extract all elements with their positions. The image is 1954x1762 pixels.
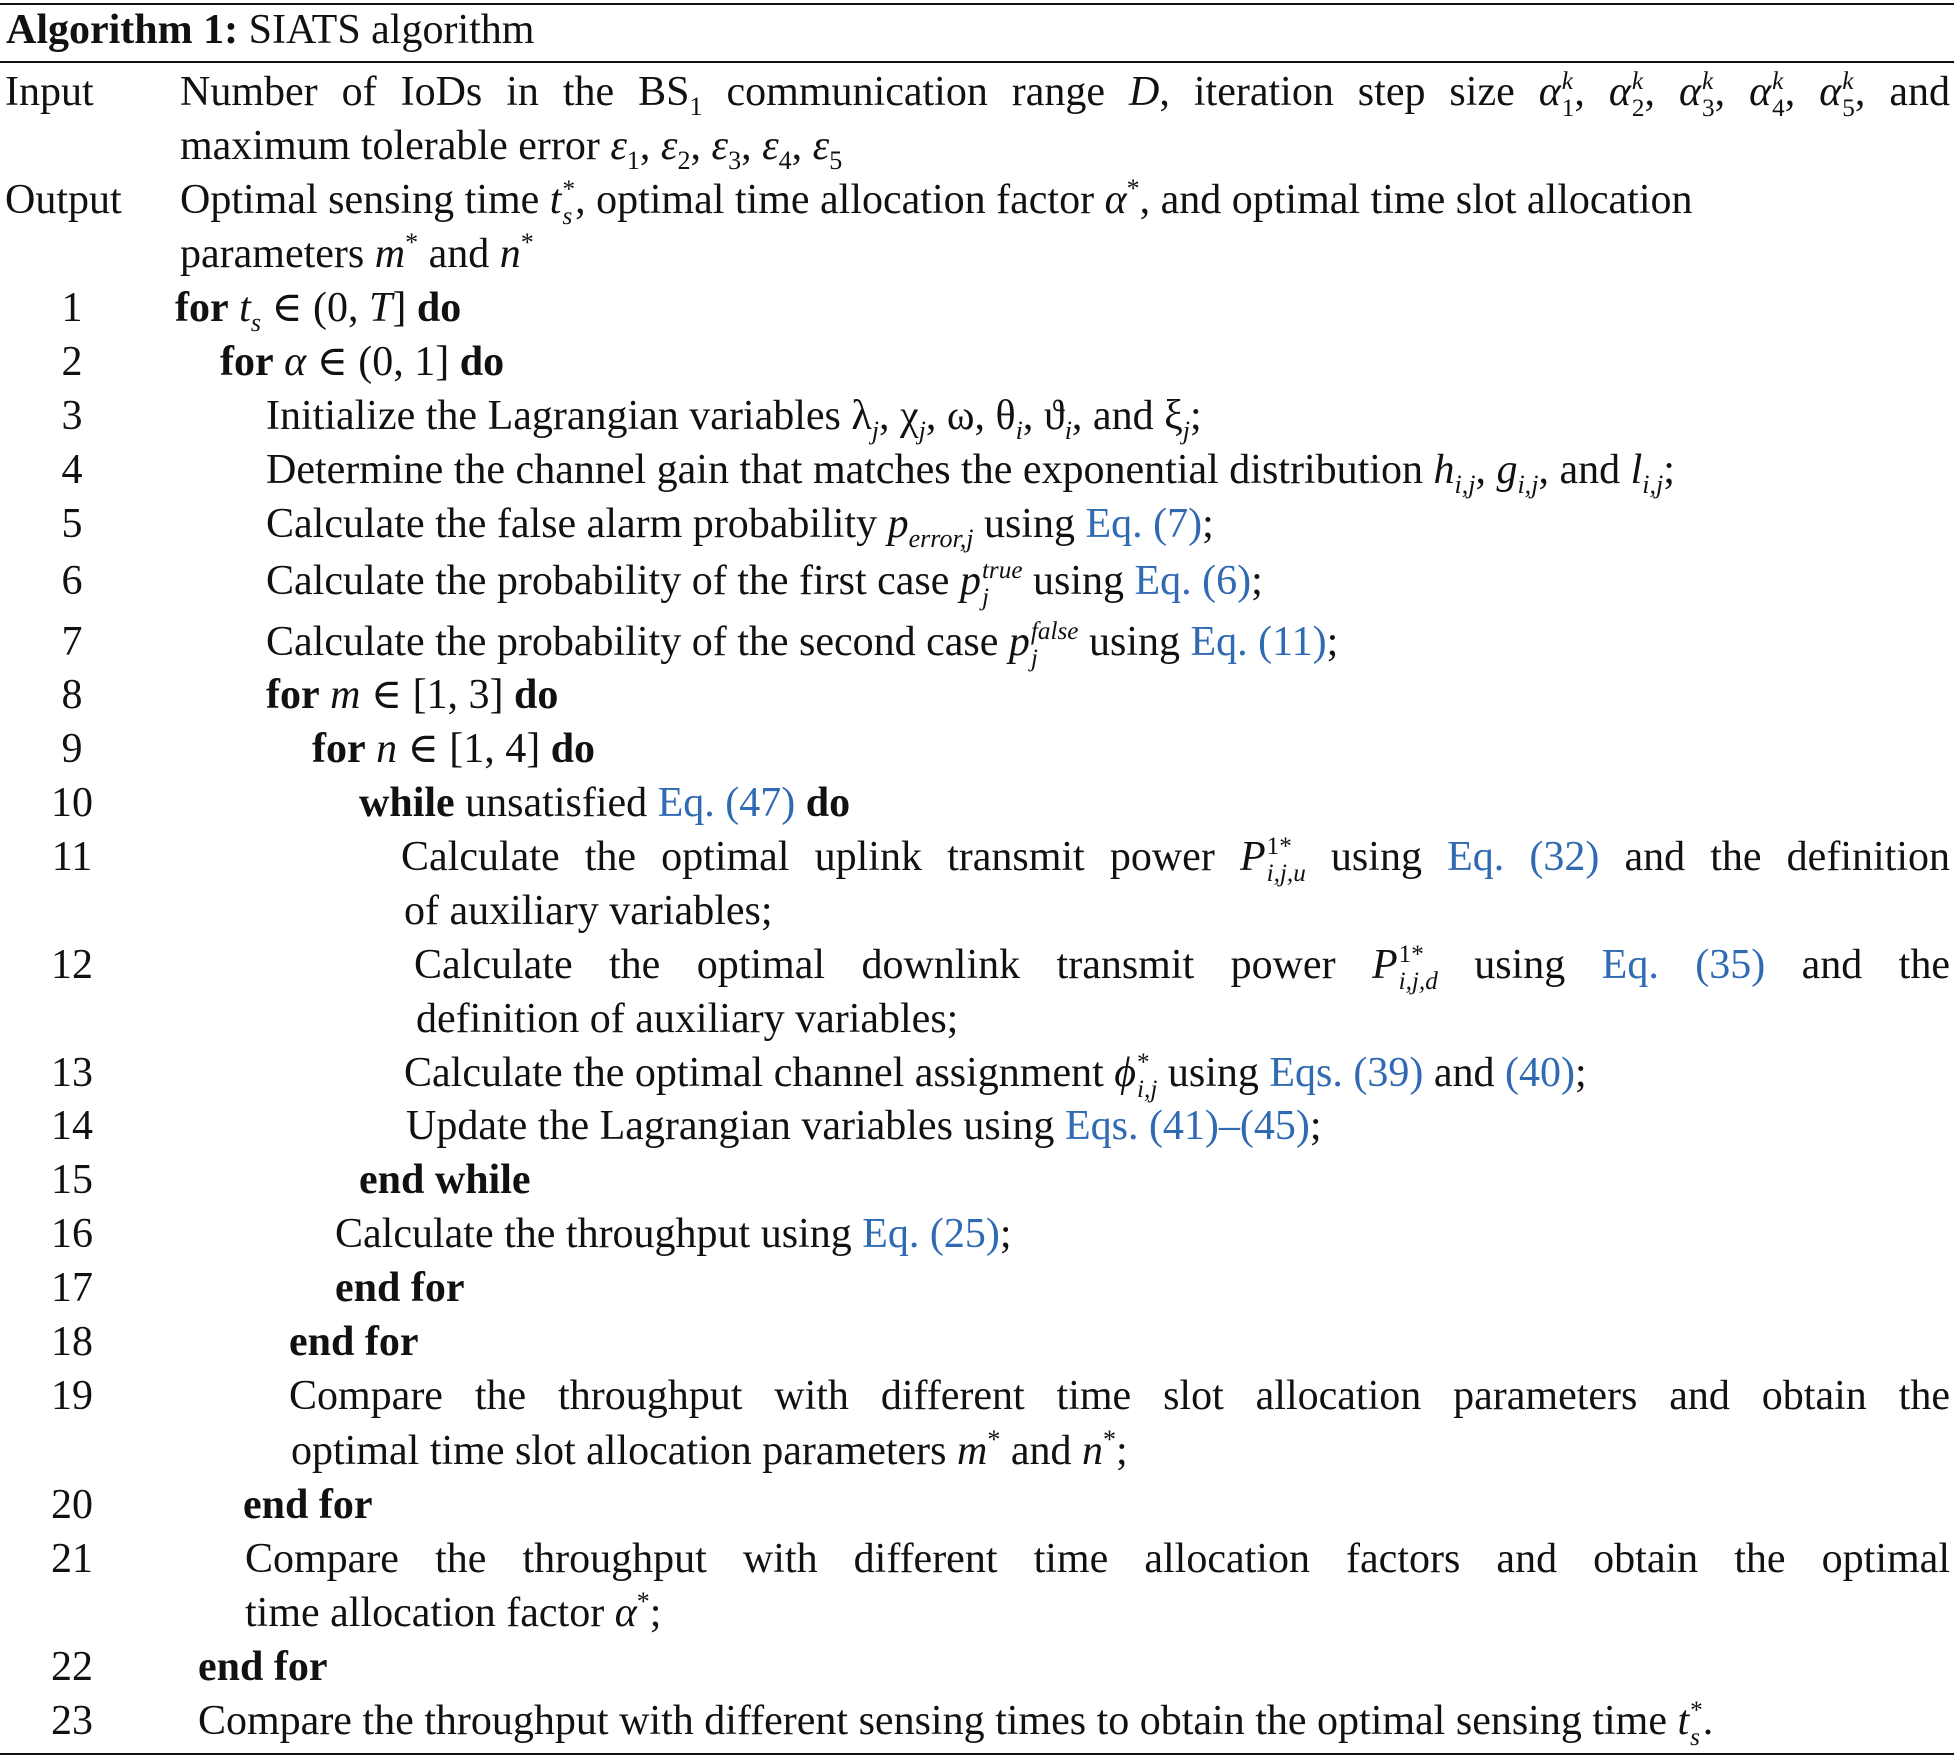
subscript: 2 [677,145,691,175]
step-text [406,1099,1322,1153]
step-19 [0,1369,1954,1423]
subscript: i,j [1137,1075,1158,1103]
line-number: 8 [61,672,83,718]
step-19-cont [0,1424,1954,1478]
equation-link[interactable]: Eqs. (41)–(45) [1064,1103,1310,1149]
var-m: m [330,672,361,718]
var-P: P [1239,834,1266,880]
step-12 [0,938,1954,995]
step-text: ; [999,1211,1012,1257]
equation-link[interactable]: Eq. (47) [657,780,796,826]
superscript: * [405,227,419,257]
line-number: 19 [51,1373,93,1419]
step-text: ∈ (0, 1] [306,339,460,385]
superscript: k [1561,68,1573,96]
superscript: k [1842,68,1854,96]
line-number: 17 [51,1265,93,1311]
step-text [414,938,1950,995]
subscript: i,j [1642,469,1664,499]
step-21-cont [0,1586,1954,1640]
step-text: using [973,501,1086,547]
keyword: while [359,780,455,826]
subscript: i,j,u [1266,859,1306,887]
step-16 [0,1207,1954,1261]
superscript: * [987,1424,1001,1454]
var-p: p [887,501,909,547]
var-t: t [1677,1698,1690,1744]
line-number: 4 [61,447,83,493]
error-var: ε [610,123,627,169]
step-text [266,389,1202,443]
superscript: * [520,227,534,257]
keyword: for [312,726,366,772]
subscript: 3 [728,145,742,175]
keyword: for [266,672,320,718]
subscript: i,j [1517,469,1539,499]
superscript: * [636,1586,650,1616]
subscript: j [981,583,989,611]
step-18 [0,1315,1954,1369]
keyword: end while [359,1157,531,1203]
step-text: , and ξ [1071,393,1183,439]
step-text: Compare the throughput with different time slot allocation parameters and obtain the [289,1373,1950,1419]
output-text: , and optimal time slot allocation [1139,177,1693,223]
superscript: false [1030,618,1079,646]
output-text: , optimal time allocation factor [575,177,1105,223]
step-15 [0,1153,1954,1207]
step-23 [0,1694,1954,1751]
step-text: definition of auxiliary variables; [416,996,959,1042]
superscript: * [562,176,576,204]
step-text: using [1078,619,1191,665]
step-text: using [1022,558,1135,604]
superscript: * [1126,173,1140,203]
step-14 [0,1099,1954,1153]
var-l: l [1630,447,1643,493]
input-text: , iteration step size [1159,69,1539,115]
var-n: n [1082,1428,1103,1474]
subscript: 5 [829,145,843,175]
output-text: and [418,231,500,277]
superscript: k [1772,68,1784,96]
var-g: g [1496,447,1518,493]
superscript: 1* [1266,833,1292,861]
output-text-2 [180,227,534,281]
line-number: 16 [51,1211,93,1257]
step-text: time allocation factor [245,1590,615,1636]
superscript: * [1690,1697,1703,1725]
algorithm-header [0,3,1954,57]
step-text: , and [1538,447,1631,493]
line-number: 1 [61,285,83,331]
line-number: 10 [51,780,93,826]
step-9 [0,722,1954,776]
subscript: j [871,415,879,445]
error-var: ε [660,123,678,169]
step-text: and the [1765,942,1950,988]
keyword: do [459,339,505,385]
subscript: 4 [1772,94,1785,122]
step-22 [0,1640,1954,1694]
step-text: ; [1574,1050,1587,1096]
keyword: do [416,285,462,331]
step-17 [0,1261,1954,1315]
line-number: 15 [51,1157,93,1203]
step-11 [0,830,1954,887]
superscript: true [981,557,1023,585]
step-text [359,776,850,830]
step-text [266,615,1338,672]
superscript: k [1631,68,1644,96]
step-10 [0,776,1954,830]
subscript: i,j [1454,469,1476,499]
step-text: using [1437,942,1602,988]
output-label: Output [5,177,122,223]
input-text-1: Number of IoDs in the $BS_1$ communication range D, iteration step size α k 1 , α k 2 , α k 3 , α k 4 , α k 5 , and [180,68,1950,122]
keyword: for [175,285,229,331]
line-number: 3 [61,393,83,439]
algorithm-title-line [6,3,534,57]
keyword: for [220,339,274,385]
var-m: m [956,1428,988,1474]
step-text: ] [392,285,417,331]
step-size-var: α [1538,69,1561,115]
step-size-var: α [1749,69,1772,115]
superscript: * [1103,1424,1117,1454]
keyword: do [805,780,851,826]
line-number: 11 [51,834,93,880]
subscript: i [1064,415,1072,445]
step-text: of auxiliary variables; [404,888,773,934]
var-phi: ϕ [1114,1050,1137,1096]
var-p: p [959,558,981,604]
var-n: n [376,726,398,772]
error-var: ε [711,123,729,169]
step-text: Update the Lagrangian variables using [406,1103,1065,1149]
subscript: 1 [626,145,640,175]
output-text: Optimal sensing time [180,177,550,223]
step-text: Calculate the optimal channel assignment [404,1050,1115,1096]
step-text [266,668,558,722]
step-20 [0,1478,1954,1532]
step-text: Calculate the probability of the first case [266,558,960,604]
step-13 [0,1046,1954,1103]
line-number: 6 [61,558,83,604]
line-number: 12 [51,942,93,988]
input-label: Input [5,69,94,115]
line-number: 23 [51,1698,93,1744]
step-size-var: α [1608,69,1631,115]
keyword: end for [335,1265,465,1311]
step-text: ; [1116,1428,1128,1474]
step-text: using [1305,834,1448,880]
step-text: ; [1309,1103,1322,1149]
subscript: j [918,415,926,445]
subscript: s [1690,1723,1700,1751]
step-text: unsatisfied [454,780,658,826]
step-text: ; [1663,447,1675,493]
line-number: 2 [61,339,83,385]
step-text: Calculate the false alarm probability [266,501,888,547]
input-text: Number of IoDs in the BS [180,69,690,115]
var-t: t [549,177,562,223]
step-7 [0,615,1954,672]
step-text [404,1046,1587,1103]
keyword: end for [289,1319,419,1365]
var-alpha: α [614,1590,637,1636]
step-text: Calculate the probability of the second case [266,619,1009,665]
equation-link[interactable]: Eq. (25) [862,1211,1000,1257]
step-text: Determine the channel gain that matches the exponential distribution $h_{i,j}$, $g_{i,j}$, and $l_{i,j}$; [266,447,1675,499]
equation-link[interactable]: Eq. (35) [1601,942,1766,988]
var-D: D [1129,69,1160,115]
step-text: , ω, θ [925,393,1016,439]
output-text-1 [180,173,1693,230]
step-text: and [1000,1428,1082,1474]
step-text [291,1424,1128,1478]
subscript: j [1030,644,1038,672]
line-number: 5 [61,501,83,547]
step-text: and [1423,1050,1505,1096]
subscript: s [562,202,573,230]
step-21 [0,1532,1954,1586]
superscript: 1* [1398,941,1424,969]
step-text [245,1586,661,1640]
var-P: P [1371,942,1398,988]
subscript: i,j,d [1398,967,1438,995]
var-alpha: α [1104,177,1127,223]
input-text: communication range [702,69,1130,115]
superscript: * [1137,1049,1150,1077]
var-m: m [374,231,406,277]
step-text: Compare the throughput with different time allocation factors and obtain the optimal [245,1536,1950,1582]
step-text [198,1694,1713,1751]
step-text: ; [1202,501,1214,547]
step-text: ∈ [1, 3] [360,672,515,718]
subscript: 5 [1842,94,1855,122]
step-text: ∈ (0, [260,285,370,331]
line-number: 14 [51,1103,93,1149]
line-number: 22 [51,1644,93,1690]
step-text: Determine the channel gain that matches the exponential distribution [266,447,1434,493]
equation-link[interactable]: Eq. (7) [1085,501,1203,547]
step-text [220,335,504,389]
var-t: t [239,285,251,331]
step-6 [0,554,1954,611]
subscript: j [1182,415,1191,445]
equation-link[interactable]: Eqs. (39) [1269,1050,1424,1096]
step-text: Initialize the Lagrangian variables λ [266,393,872,439]
step-text: Compare the throughput with different sensing times to obtain the optimal sensing time [198,1698,1678,1744]
var-p: p [1008,619,1030,665]
step-text: , ϑ [1022,393,1065,439]
error-var: ε [762,123,779,169]
step-2 [0,335,1954,389]
algorithm-title: SIATS algorithm [248,7,535,53]
step-size-var: α [1678,69,1702,115]
input-text: maximum tolerable error [180,123,611,169]
step-3 [0,389,1954,443]
step-1 [0,281,1954,335]
subscript: 3 [1702,94,1715,122]
var-alpha: α [284,339,307,385]
step-text: Calculate the throughput using [335,1211,863,1257]
subscript: i [1015,415,1023,445]
step-text [401,830,1950,887]
line-number: 21 [51,1536,93,1582]
step-text [335,1207,1012,1261]
var-T: T [369,285,393,331]
step-text [175,281,461,335]
keyword: do [514,672,559,718]
step-text: Calculate the optimal uplink transmit power [401,834,1240,880]
step-text: and the definition [1599,834,1950,880]
bottom-rule [0,1753,1954,1755]
step-5 [0,497,1954,551]
line-number: 18 [51,1319,93,1365]
subscript: error,j [908,523,974,553]
step-text [266,554,1263,611]
error-var: ε [812,123,830,169]
step-text: . [1702,1698,1714,1744]
line-number: 13 [51,1050,93,1096]
var-n: n [499,231,521,277]
equation-link[interactable]: Eq. (6) [1134,558,1252,604]
line-number: 7 [61,619,83,665]
line-number: 20 [51,1482,93,1528]
step-text: ∈ [1, 4] [397,726,551,772]
input-row-2 [0,119,1954,173]
step-text: ; [1326,619,1339,665]
input-row-1 [0,65,1954,122]
step-text: ; [1251,558,1263,604]
keyword: end for [243,1482,373,1528]
keyword: do [550,726,596,772]
subscript: 1 [1561,94,1575,122]
output-row-1 [0,173,1954,230]
step-4 [0,443,1954,497]
bs-subscript: 1 [689,91,703,121]
step-text: ; [1190,393,1202,439]
line-number: 9 [61,726,83,772]
input-text: , and [1854,69,1950,115]
step-11-cont [0,884,1954,938]
subscript: 4 [778,145,792,175]
algorithm-label: Algorithm 1: [6,7,239,53]
step-text: optimal time slot allocation parameters [291,1428,957,1474]
subscript: s [250,307,261,337]
step-text: , χ [879,393,919,439]
step-text: ; [649,1590,662,1636]
step-12-cont [0,992,1954,1046]
input-text-2: maximum tolerable error $\varepsilon_1$, $\varepsilon_2$, $\varepsilon_3$, $\varepsilon_4$, $\varepsilon_5$ [180,123,843,175]
var-h: h [1433,447,1455,493]
step-size-var: α [1819,69,1842,115]
step-text: Calculate the optimal downlink transmit power [414,942,1372,988]
step-text [312,722,595,776]
equation-link[interactable]: (40) [1505,1050,1575,1096]
keyword: end for [198,1644,328,1690]
output-row-2 [0,227,1954,281]
equation-link[interactable]: Eq. (11) [1190,619,1327,665]
header-rule [0,61,1954,63]
subscript: 2 [1631,94,1645,122]
step-text: using [1157,1050,1270,1096]
step-8 [0,668,1954,722]
superscript: k [1702,68,1714,96]
equation-link[interactable]: Eq. (32) [1447,834,1600,880]
step-text [266,497,1214,551]
output-text: parameters [180,231,375,277]
